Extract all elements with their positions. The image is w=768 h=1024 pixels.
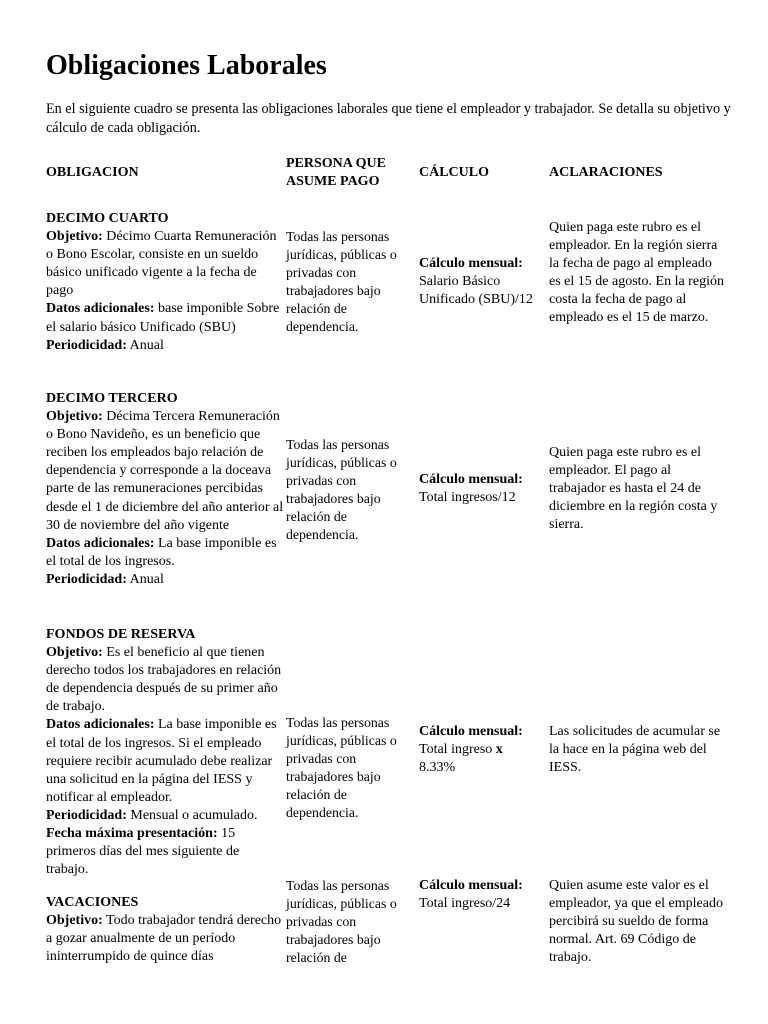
aclaraciones-cell: Quien asume este valor es el empleador, ya que el empleado percibirá su sueldo de forma normal. Art. 69 Código de trabajo. (549, 878, 723, 966)
section-title: DECIMO CUARTO (46, 211, 169, 226)
section-title: DECIMO TERCERO (46, 391, 178, 406)
label: Objetivo: (46, 913, 103, 929)
objetivo-text: Todo trabajador tendrá derecho a gozar anualmente de un período ininterrumpido de quince días (46, 913, 282, 965)
aclaraciones-cell: Quien paga este rubro es el empleador. El pago al trabajador es hasta el 24 de diciembre en la región costa y sierra. (549, 445, 718, 533)
calculo-text: Salario Básico Unificado (SBU)/12 (419, 274, 533, 308)
label: Cálculo mensual: (419, 472, 523, 487)
label: Objetivo: (46, 229, 103, 245)
calculo-cell (419, 471, 545, 507)
label: Datos adicionales: (46, 301, 155, 317)
periodicidad-text: Anual (129, 337, 164, 353)
periodicidad-text: Anual (129, 571, 164, 587)
label: Periodicidad: (46, 337, 127, 353)
objetivo-text: Es el beneficio al que tienen derecho todos los trabajadores en relación de dependencia después de su primer año de trabajo. (46, 645, 282, 715)
label: Cálculo mensual: (419, 724, 523, 739)
calculo-cell (419, 877, 545, 913)
persona-cell: Todas las personas jurídicas, públicas o privadas con trabajadores bajo relación de (286, 878, 397, 966)
calculo-operator: x (495, 742, 503, 758)
obligation-decimo-tercero (46, 390, 284, 589)
label: Objetivo: (46, 645, 103, 661)
calculo-text: Total ingreso/24 (419, 896, 511, 912)
fecha-text: 15 primeros días del mes siguiente de trabajo. (46, 826, 240, 878)
obligation-decimo-cuarto (46, 210, 280, 355)
calculo-text: Total ingreso (419, 742, 493, 758)
label: Datos adicionales: (46, 717, 155, 733)
objetivo-text: Décimo Cuarta Remuneración o Bono Escolar, consiste en un sueldo básico unificado vigente a la fecha de pago (46, 229, 277, 299)
label: Cálculo mensual: (419, 256, 523, 271)
persona-cell: Todas las personas jurídicas, públicas o privadas con trabajadores bajo relación de dependencia. (286, 229, 397, 335)
header-calculo: CÁLCULO (419, 165, 490, 180)
page-title: Obligaciones Laborales (46, 50, 327, 81)
label: Periodicidad: (46, 571, 127, 587)
calculo-cell (419, 255, 545, 309)
datos-text: La base imponible es el total de los ingresos. (46, 535, 277, 569)
persona-cell: Todas las personas jurídicas, públicas o privadas con trabajadores bajo relación de dependencia. (286, 437, 397, 543)
datos-text: La base imponible es el total de los ingresos. Si el empleado requiere recibir acumulado debe realizar una solicitud en la página del IESS y notificar al empleador. (46, 717, 277, 805)
header-obligacion: OBLIGACION (46, 165, 139, 180)
label: Periodicidad: (46, 807, 127, 823)
section-title: FONDOS DE RESERVA (46, 627, 196, 642)
label: Datos adicionales: (46, 535, 155, 551)
objetivo-text: Décima Tercera Remuneración o Bono Navideño, es un beneficio que reciben los empleados bajo relación de dependencia y corresponde a la doceava parte de las remuneraciones percibidas desde el 1 de diciembre del año anterior al 30 de noviembre del año vigente (46, 409, 284, 533)
label: Objetivo: (46, 409, 103, 425)
obligation-fondos-de-reserva (46, 626, 284, 879)
header-aclaraciones: ACLARACIONES (549, 165, 663, 180)
header-persona: PERSONA QUE ASUME PAGO (286, 156, 386, 189)
section-title: VACACIONES (46, 895, 139, 910)
calculo-text: Total ingresos/12 (419, 490, 516, 506)
aclaraciones-cell: Quien paga este rubro es el empleador. En la región sierra la fecha de pago al empleado es el 15 de agosto. En la región costa la fecha de pago al empleado es el 15 de marzo. (549, 220, 724, 326)
persona-cell: Todas las personas jurídicas, públicas o privadas con trabajadores bajo relación de dependencia. (286, 715, 397, 821)
calculo-percent: 8.33% (419, 760, 456, 776)
aclaraciones-cell: Las solicitudes de acumular se la hace en la página web del IESS. (549, 724, 721, 776)
intro-paragraph: En el siguiente cuadro se presenta las obligaciones laborales que tiene el empleador y trabajador. Se detalla su objetivo y cálculo de cada obligación. (46, 101, 731, 136)
label: Fecha máxima presentación: (46, 826, 218, 842)
label: Cálculo mensual: (419, 878, 523, 893)
periodicidad-text: Mensual o acumulado. (130, 807, 258, 823)
datos-text: base imponible Sobre el salario básico Unificado (SBU) (46, 301, 280, 335)
obligation-vacaciones (46, 894, 284, 966)
calculo-cell (419, 723, 545, 777)
